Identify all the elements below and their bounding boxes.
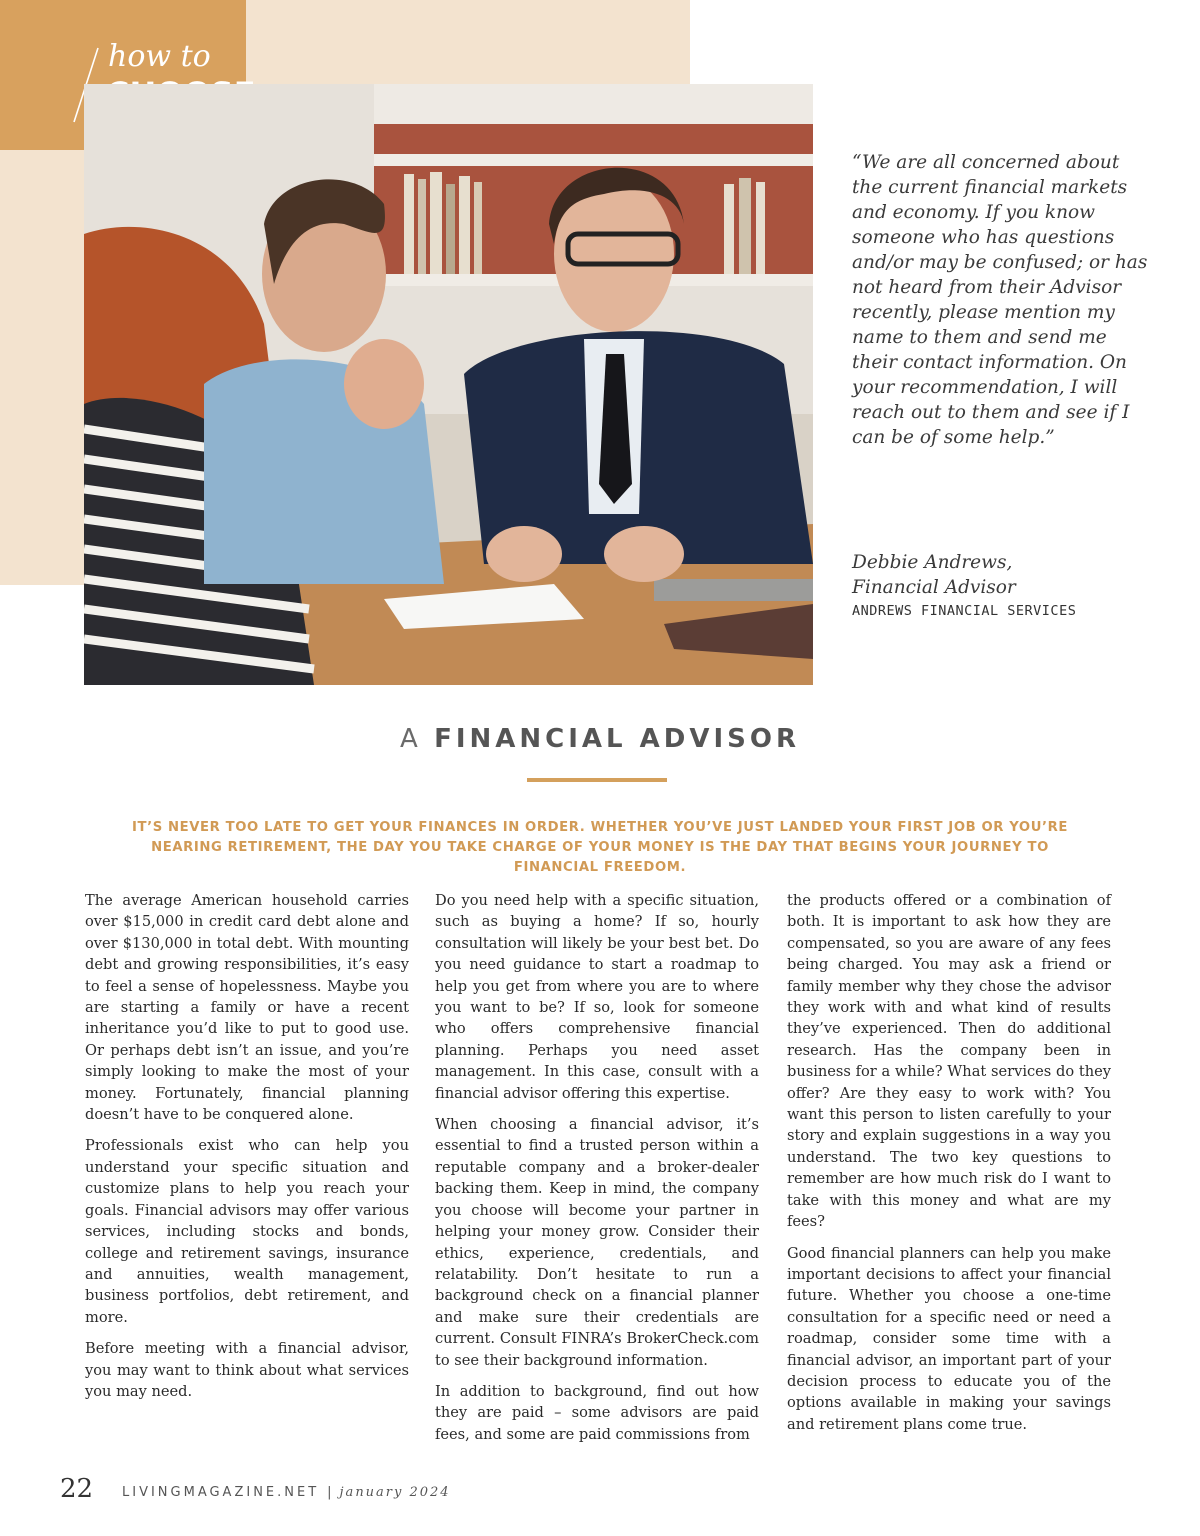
body-paragraph: When choosing a financial advisor, it’s essential to find a trusted person within a reputable company and a broker-dealer backing them. Keep in mind, the company you choose will become your partner in helping your money grow. Consider their ethics, experience, credentials, and relatability. Don’t hesitate to run a background check on a financial planner and make sure their credentials are current. Consult FINRA’s BrokerCheck.com to see their background information. [435, 1116, 759, 1369]
article-deck: IT’S NEVER TOO LATE TO GET YOUR FINANCES IN ORDER. WHETHER YOU’VE JUST LANDED YOUR FIRST JOB OR YOU’RE NEARING RETIREMENT, THE DAY YOU TAKE CHARGE OF YOUR MONEY IS THE DAY THAT BEGINS YOUR JOURNEY TO FINANCIAL FREEDOM. [132, 820, 1068, 875]
quote-company: ANDREWS FINANCIAL SERVICES [852, 603, 1077, 619]
quote-attribution [852, 550, 1152, 600]
headline-main: FINANCIAL ADVISOR [434, 724, 800, 754]
body-paragraph: The average American household carries over $15,000 in credit card debt alone and over $130,000 in total debt. With mounting debt and growing responsibilities, it’s easy to feel a sense of hopelessness. Maybe you are starting a family or have a recent inheritance you’d like to put to good use. Or perhaps debt isn’t an issue, and you’re simply looking to make the most of your money. Fortunately, financial planning doesn’t have to be conquered alone. [85, 892, 409, 1124]
body-paragraph: Before meeting with a financial advisor, you may want to think about what services you may need. [85, 1340, 409, 1400]
body-paragraph: Do you need help with a specific situation, such as buying a home? If so, hourly consultation will likely be your best bet. Do you need guidance to start a roadmap to help you get from where you are to where you want to be? If so, look for someone who offers comprehensive financial planning. Perhaps you need asset management. In this case, consult with a financial advisor offering this expertise. [435, 892, 759, 1102]
page-number: 22 [60, 1474, 94, 1504]
footer-site: LIVINGMAGAZINE.NET [122, 1485, 320, 1500]
body-paragraph: Professionals exist who can help you understand your specific situation and customize plans to help you reach your goals. Financial advisors may offer various services, including stocks and bonds, college and retirement savings, insurance and annuities, wealth management, business portfolios, debt retirement, and more. [85, 1137, 409, 1326]
body-paragraph: Good financial planners can help you make important decisions to affect your financial future. Whether you choose a one-time consultation for a specific need or need a roadmap, consider some time with a financial advisor, an important part of your decision process to educate you of the options available in making your savings and retirement plans come true. [787, 1244, 1111, 1433]
footer-credit [122, 1485, 451, 1500]
pull-quote: “We are all concerned about the current financial markets and economy. If you know someone who has questions and/or may be confused; or has not heard from their Advisor recently, please mention my name to them and send me their contact information. On your recommendation, I will reach out to them and see if I can be of some help.” [852, 152, 1148, 448]
footer-separator: | [327, 1485, 332, 1500]
headline-prefix: A [400, 724, 422, 754]
body-column-1 [85, 890, 409, 1412]
photo-advisor-meeting-couple-icon [84, 84, 813, 685]
section-tab-kicker: how to [108, 39, 211, 74]
quote-author-name: Debbie Andrews, [852, 552, 1013, 573]
body-column-3 [787, 890, 1111, 1445]
body-paragraph: the products offered or a combination of both. It is important to ask how they are compensated, so you are aware of any fees being charged. You may ask a friend or family member why they chose the advisor they work with and what kind of results they’ve experienced. Then do additional research. Has the company been in business for a while? What services do they offer? Are they easy to work with? You want this person to listen carefully to your story and explain suggestions in a way you understand. The two key questions to remember are how much risk do I want to take with this money and what are my fees? [787, 892, 1111, 1231]
body-column-2 [435, 890, 759, 1455]
feature-photo [84, 84, 813, 685]
footer-issue: january 2024 [339, 1485, 451, 1500]
quote-author-title: Financial Advisor [852, 577, 1016, 598]
headline-rule [527, 778, 667, 782]
article-headline [0, 724, 1200, 754]
body-paragraph: In addition to background, find out how they are paid – some advisors are paid fees, and some are paid commissions from [435, 1382, 759, 1443]
